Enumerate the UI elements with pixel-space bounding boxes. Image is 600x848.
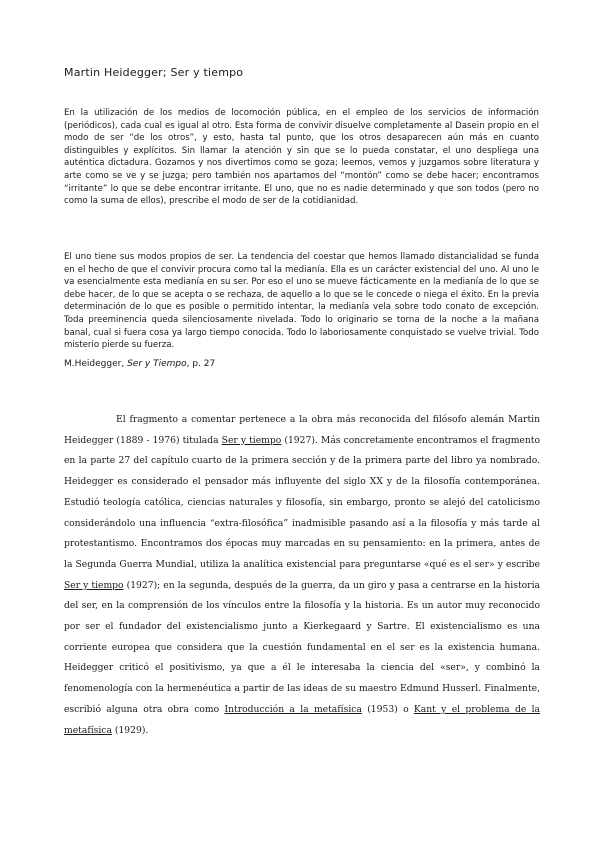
citation-author: M.Heidegger, <box>64 359 125 369</box>
work-title-ser-y-tiempo-2: Ser y tiempo <box>64 579 124 591</box>
document-title: Martin Heidegger; Ser y tiempo <box>64 66 244 79</box>
citation <box>64 359 215 369</box>
essay-text-2: (1927). Más concretamente encontramos el fragmento en la parte 27 del capítulo cuarto de la primera sección y de la primera parte del libro ya nombrado. Heidegger es considerado el pensador más influyente del siglo XX y de la filosofía contemporánea. Estudió teología católica, ciencias naturales y filosofía, sin embargo, pronto se alejó del catolicismo considerándolo una influencia “extra-filosófica” inadmisible pasando así a la filosofía y más tarde al protestantismo. Encontramos dos épocas muy marcadas en su pensamiento: en la primera, antes de la Segunda Guerra Mundial, utiliza la analítica existencial para preguntarse «qué es el ser» y escribe <box>64 434 540 570</box>
essay-paragraph <box>64 410 540 741</box>
work-title-kant-problema-metafisica: Kant y el problema de la metafísica <box>64 703 540 736</box>
citation-page: , p. 27 <box>186 359 216 369</box>
essay-text-5: (1929). <box>111 724 149 736</box>
essay-text-3: (1927); en la segunda, después de la guerra, da un giro y pasa a centrarse en la historia del ser, en la comprensión de los vínculos entre la filosofía y la historia. Es un autor muy reconocido por ser el fundador del existencialismo junto a Kierkegaard y Sartre. El existencialismo es una corriente europea que considera que la cuestión fundamental en el ser es la existencia humana. Heidegger criticó el positivismo, ya que a él le interesaba la ciencia del «ser», y combinó la fenomenología con la hermenéutica a partir de las ideas de su maestro Edmund Husserl. Finalmente, escribió alguna otra obra como <box>64 579 540 715</box>
quote-paragraph-2: El uno tiene sus modos propios de ser. La tendencia del coestar que hemos llamado distancialidad se funda en el hecho de que el convivir procura como tal la medianía. Ella es un carácter existencial del uno. Al uno le va esencialmente esta medianía en su ser. Por eso el uno se mueve fácticamente en la medianía de lo que se debe hacer, de lo que se acepta o se rechaza, de aquello a lo que se le concede o niega el éxito. En la previa determinación de lo que es posible o permitido intentar, la medianía vela sobre todo conato de excepción. Toda preeminencia queda silenciosamente nivelada. Todo lo originario se torna de la noche a la mañana banal, cual si fuera cosa ya largo tiempo conocida. Todo lo laboriosamente conquistado se vuelve trivial. Todo misterio pierde su fuerza. <box>64 252 539 351</box>
citation-work: Ser y Tiempo <box>127 359 187 369</box>
essay-text-4: (1953) o <box>361 703 414 715</box>
quote-paragraph-1: En la utilización de los medios de locomoción pública, en el empleo de los servicios de información (periódicos), cada cual es igual al otro. Esta forma de convivir disuelve completamente al Dasein propio en el modo de ser “de los otros”, y esto, hasta tal punto, que los otros desaparecen aún más en cuanto distinguibles y explícitos. Sin llamar la atención y sin que se lo pueda constatar, el uno despliega una auténtica dictadura. Gozamos y nos divertimos como se goza; leemos, vemos y juzgamos sobre literatura y arte como se ve y se juzga; pero también nos apartamos del “montón” como se debe hacer; encontramos “irritante” lo que se debe encontrar irritante. El uno, que no es nadie determinado y que son todos (pero no como la suma de ellos), prescribe el modo de ser de la cotidianidad. <box>64 108 539 207</box>
work-title-ser-y-tiempo: Ser y tiempo <box>221 434 282 446</box>
work-title-introduccion-metafisica: Introducción a la metafísica <box>224 703 362 715</box>
essay-text-1: El fragmento a comentar pertenece a la obra más reconocida del filósofo alemán Martin Heidegger (1889 - 1976) titulada <box>64 414 540 446</box>
